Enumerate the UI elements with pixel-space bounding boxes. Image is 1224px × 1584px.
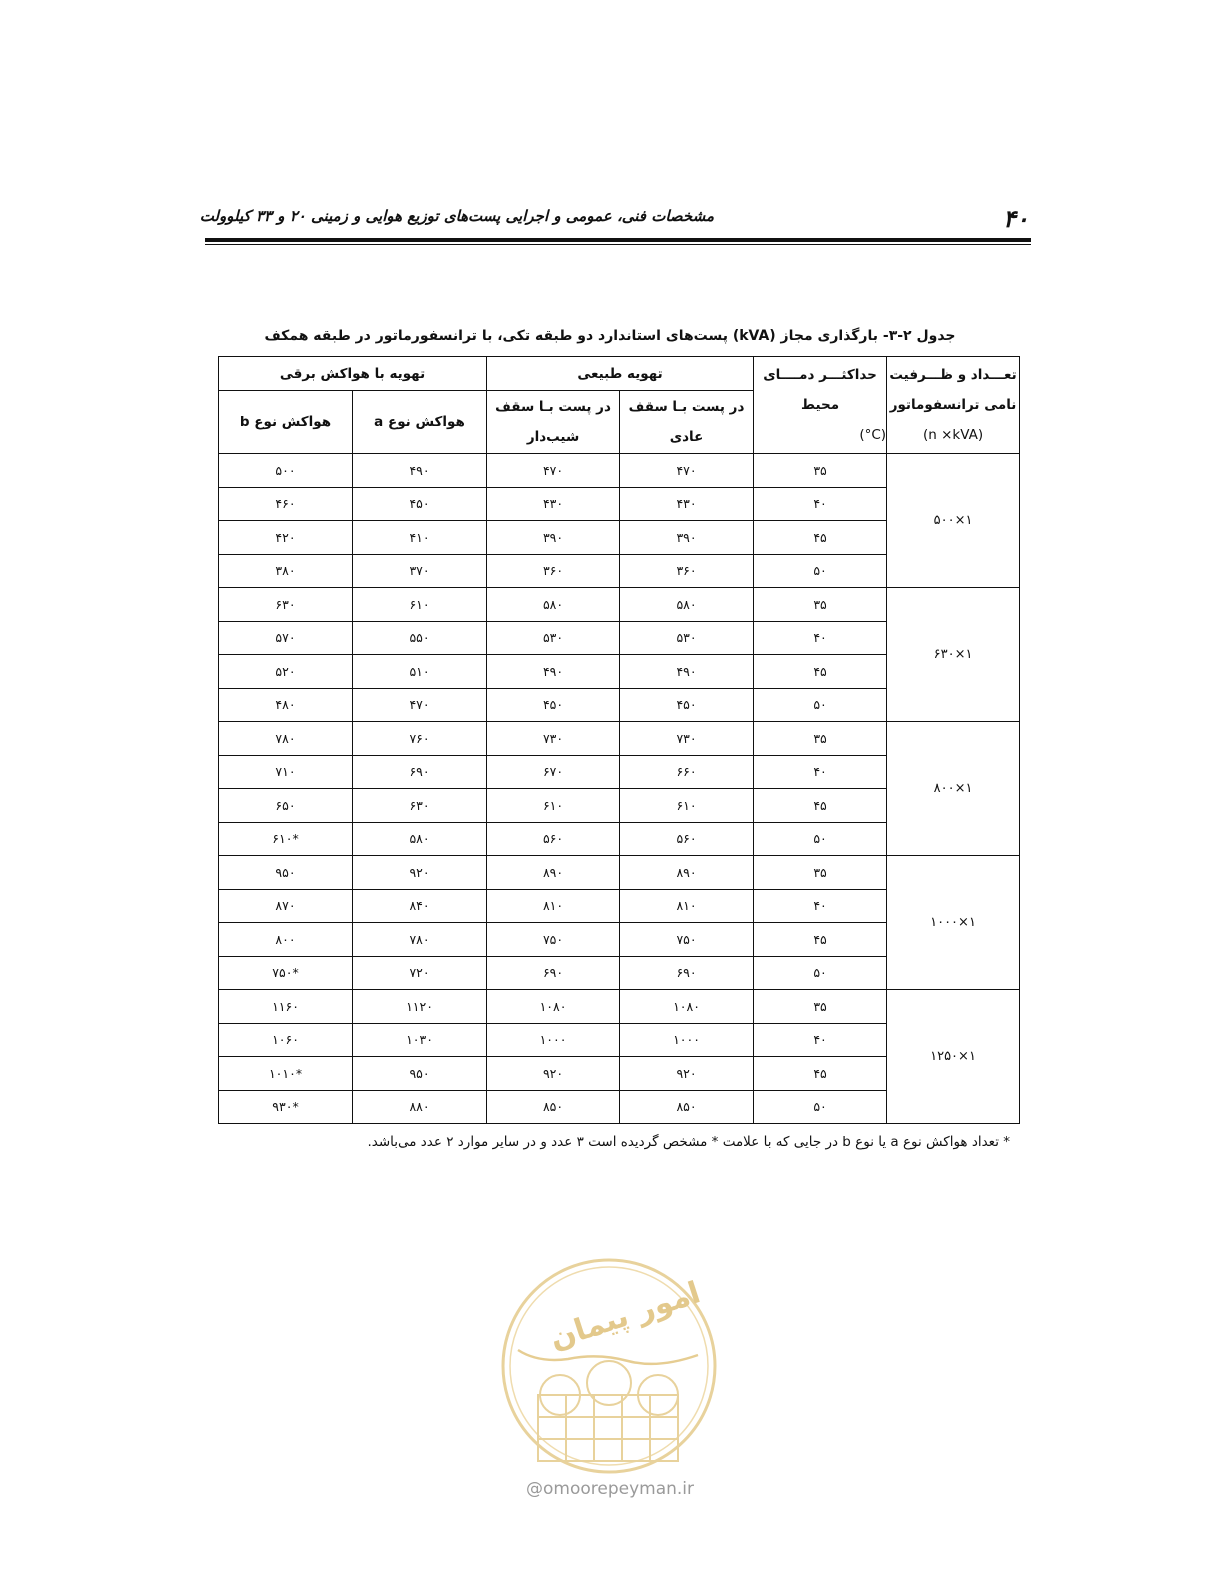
temperature-cell: ۴۵	[754, 521, 887, 555]
table-row	[219, 990, 1020, 1024]
natural-sloped-cell: ۶۱۰	[487, 789, 620, 823]
capacity-cell: ۱×۶۳۰	[887, 588, 1020, 722]
temperature-cell: ۳۵	[754, 588, 887, 622]
natural-normal-cell: ۳۹۰	[620, 521, 754, 555]
fan-b-cell: *۷۵۰	[219, 956, 353, 990]
temperature-cell: ۴۰	[754, 1023, 887, 1057]
fan-b-cell: ۳۸۰	[219, 554, 353, 588]
table-row	[219, 856, 1020, 890]
header-temperature	[754, 357, 887, 454]
natural-sloped-cell: ۶۹۰	[487, 956, 620, 990]
capacity-cell: ۱×۱۲۵۰	[887, 990, 1020, 1124]
natural-normal-cell: ۶۱۰	[620, 789, 754, 823]
fan-b-cell: ۶۳۰	[219, 588, 353, 622]
temperature-cell: ۴۵	[754, 789, 887, 823]
fan-b-cell: ۴۲۰	[219, 521, 353, 555]
header-capacity-line1: تعـــداد و ظـــرفیت	[889, 367, 1017, 383]
fan-a-cell: ۸۸۰	[353, 1090, 487, 1124]
fan-b-cell: ۷۸۰	[219, 722, 353, 756]
natural-sloped-cell: ۴۵۰	[487, 688, 620, 722]
natural-normal-cell: ۹۲۰	[620, 1057, 754, 1091]
fan-a-cell: ۱۰۳۰	[353, 1023, 487, 1057]
natural-sloped-cell: ۷۵۰	[487, 923, 620, 957]
natural-sloped-cell: ۹۲۰	[487, 1057, 620, 1091]
page-number: ۴۰	[1003, 204, 1029, 233]
natural-normal-cell: ۴۵۰	[620, 688, 754, 722]
natural-sloped-cell: ۸۹۰	[487, 856, 620, 890]
watermark-logo-text: امور پیمان	[545, 1275, 705, 1357]
header-natural-normal-roof: در پست بـا سقف عادی	[620, 391, 754, 454]
capacity-cell: ۱×۵۰۰	[887, 454, 1020, 588]
temperature-cell: ۴۵	[754, 1057, 887, 1091]
fan-b-cell: ۵۲۰	[219, 655, 353, 689]
natural-sloped-cell: ۴۳۰	[487, 487, 620, 521]
header-natural-ventilation: تهویه طبیعی	[487, 357, 754, 391]
natural-sloped-cell: ۸۵۰	[487, 1090, 620, 1124]
fan-b-cell: ۷۱۰	[219, 755, 353, 789]
table-body	[219, 454, 1020, 1124]
header-temperature-unit: (°C)	[859, 427, 887, 443]
fan-a-cell: ۶۱۰	[353, 588, 487, 622]
fan-a-cell: ۴۷۰	[353, 688, 487, 722]
header-capacity	[887, 357, 1020, 454]
fan-a-cell: ۴۱۰	[353, 521, 487, 555]
fan-b-cell: ۶۵۰	[219, 789, 353, 823]
header-temperature-line2: محیط	[801, 397, 840, 413]
temperature-cell: ۵۰	[754, 1090, 887, 1124]
header-natural-sloped-roof: در پست بـا سقف شیب‌دار	[487, 391, 620, 454]
natural-normal-cell: ۷۳۰	[620, 722, 754, 756]
fan-b-cell: ۱۱۶۰	[219, 990, 353, 1024]
temperature-cell: ۳۵	[754, 454, 887, 488]
natural-normal-cell: ۷۵۰	[620, 923, 754, 957]
capacity-cell: ۱×۱۰۰۰	[887, 856, 1020, 990]
natural-sloped-cell: ۵۳۰	[487, 621, 620, 655]
fan-a-cell: ۵۱۰	[353, 655, 487, 689]
temperature-cell: ۵۰	[754, 956, 887, 990]
temperature-cell: ۵۰	[754, 554, 887, 588]
temperature-cell: ۴۰	[754, 755, 887, 789]
fan-b-cell: ۴۶۰	[219, 487, 353, 521]
fan-a-cell: ۱۱۲۰	[353, 990, 487, 1024]
table-row	[219, 454, 1020, 488]
natural-normal-cell: ۶۹۰	[620, 956, 754, 990]
table-row	[219, 588, 1020, 622]
natural-normal-cell: ۴۷۰	[620, 454, 754, 488]
fan-b-cell: *۱۰۱۰	[219, 1057, 353, 1091]
temperature-cell: ۴۰	[754, 889, 887, 923]
natural-normal-cell: ۵۶۰	[620, 822, 754, 856]
natural-sloped-cell: ۳۶۰	[487, 554, 620, 588]
header-rule	[205, 238, 1031, 242]
header-fan-type-a: هواکش نوع a	[353, 391, 487, 454]
fan-a-cell: ۷۲۰	[353, 956, 487, 990]
header-electric-ventilation: تهویه با هواکش برقی	[219, 357, 487, 391]
natural-sloped-cell: ۱۰۸۰	[487, 990, 620, 1024]
temperature-cell: ۵۰	[754, 822, 887, 856]
fan-b-cell: ۴۸۰	[219, 688, 353, 722]
table-row	[219, 722, 1020, 756]
temperature-cell: ۵۰	[754, 688, 887, 722]
header-rule-thin	[205, 244, 1031, 245]
header-capacity-line2: نامی ترانسفوماتور	[889, 397, 1017, 413]
fan-b-cell: ۵۷۰	[219, 621, 353, 655]
fan-b-cell: *۶۱۰	[219, 822, 353, 856]
fan-a-cell: ۶۹۰	[353, 755, 487, 789]
fan-a-cell: ۹۲۰	[353, 856, 487, 890]
fan-b-cell: ۵۰۰	[219, 454, 353, 488]
fan-a-cell: ۴۹۰	[353, 454, 487, 488]
header-temperature-line1: حداکثـــر دمــــای	[763, 367, 877, 383]
header-fan-type-b: هواکش نوع b	[219, 391, 353, 454]
natural-sloped-cell: ۵۶۰	[487, 822, 620, 856]
natural-normal-cell: ۵۳۰	[620, 621, 754, 655]
natural-sloped-cell: ۸۱۰	[487, 889, 620, 923]
fan-a-cell: ۴۵۰	[353, 487, 487, 521]
temperature-cell: ۴۰	[754, 487, 887, 521]
fan-a-cell: ۵۵۰	[353, 621, 487, 655]
natural-sloped-cell: ۳۹۰	[487, 521, 620, 555]
temperature-cell: ۴۰	[754, 621, 887, 655]
natural-sloped-cell: ۴۹۰	[487, 655, 620, 689]
natural-sloped-cell: ۶۷۰	[487, 755, 620, 789]
natural-normal-cell: ۴۳۰	[620, 487, 754, 521]
natural-sloped-cell: ۴۷۰	[487, 454, 620, 488]
fan-a-cell: ۷۶۰	[353, 722, 487, 756]
temperature-cell: ۴۵	[754, 655, 887, 689]
running-title: مشخصات فنی، عمومی و اجرایی پست‌های توزیع هوایی و زمینی ۲۰ و ۳۳ کیلوولت	[199, 207, 714, 225]
natural-normal-cell: ۸۵۰	[620, 1090, 754, 1124]
table-footnote: * تعداد هواکش نوع a یا نوع b در جایی که با علامت * مشخص گردیده است ۳ عدد و در سایر موارد ۲ عدد می‌باشد.	[367, 1134, 1010, 1150]
natural-normal-cell: ۸۱۰	[620, 889, 754, 923]
temperature-cell: ۳۵	[754, 990, 887, 1024]
loading-table	[218, 356, 1020, 1124]
natural-sloped-cell: ۷۳۰	[487, 722, 620, 756]
fan-a-cell: ۳۷۰	[353, 554, 487, 588]
header-capacity-unit: (n ×kVA)	[922, 427, 984, 443]
natural-normal-cell: ۶۶۰	[620, 755, 754, 789]
fan-b-cell: ۸۷۰	[219, 889, 353, 923]
capacity-cell: ۱×۸۰۰	[887, 722, 1020, 856]
fan-b-cell: ۱۰۶۰	[219, 1023, 353, 1057]
fan-b-cell: ۸۰۰	[219, 923, 353, 957]
natural-sloped-cell: ۵۸۰	[487, 588, 620, 622]
natural-normal-cell: ۱۰۰۰	[620, 1023, 754, 1057]
fan-a-cell: ۶۳۰	[353, 789, 487, 823]
fan-a-cell: ۵۸۰	[353, 822, 487, 856]
table-caption: جدول ۲-۳- بارگذاری مجاز (kVA) پست‌های استاندارد دو طبقه تکی، با ترانسفورماتور در طبقه همکف	[264, 328, 956, 344]
natural-normal-cell: ۱۰۸۰	[620, 990, 754, 1024]
natural-normal-cell: ۸۹۰	[620, 856, 754, 890]
temperature-cell: ۳۵	[754, 722, 887, 756]
fan-a-cell: ۹۵۰	[353, 1057, 487, 1091]
temperature-cell: ۳۵	[754, 856, 887, 890]
natural-normal-cell: ۳۶۰	[620, 554, 754, 588]
natural-normal-cell: ۵۸۰	[620, 588, 754, 622]
watermark-url: @omoorepeyman.ir	[525, 1479, 695, 1499]
fan-b-cell: *۹۳۰	[219, 1090, 353, 1124]
fan-b-cell: ۹۵۰	[219, 856, 353, 890]
temperature-cell: ۴۵	[754, 923, 887, 957]
watermark-logo	[498, 1255, 720, 1477]
natural-sloped-cell: ۱۰۰۰	[487, 1023, 620, 1057]
fan-a-cell: ۸۴۰	[353, 889, 487, 923]
natural-normal-cell: ۴۹۰	[620, 655, 754, 689]
fan-a-cell: ۷۸۰	[353, 923, 487, 957]
